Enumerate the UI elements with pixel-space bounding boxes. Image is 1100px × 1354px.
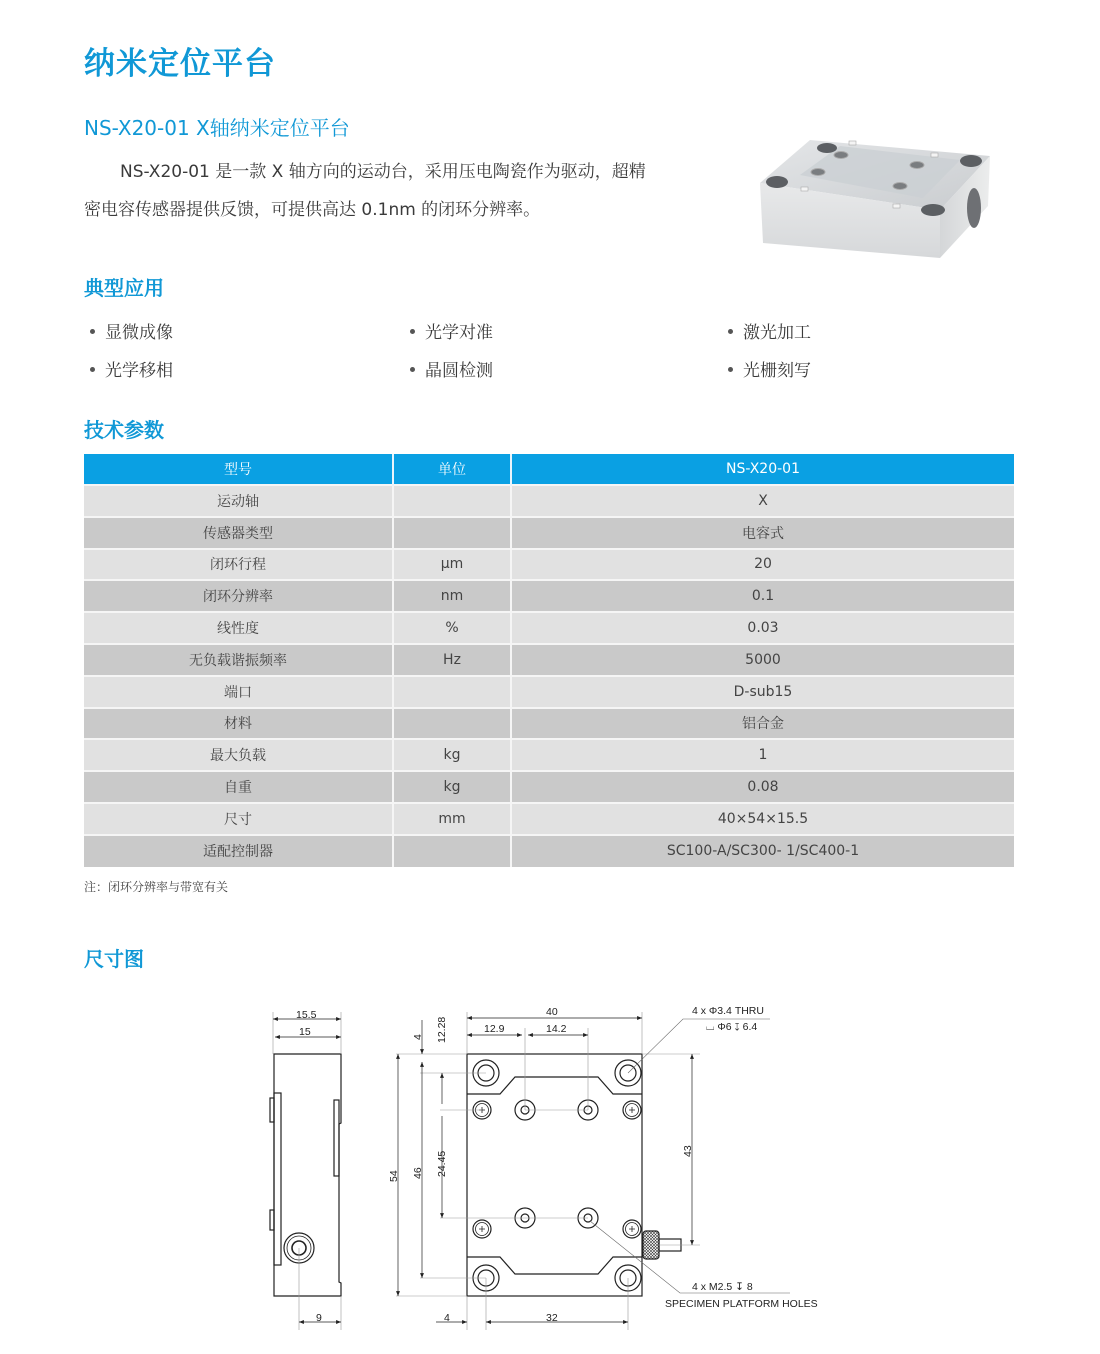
- param-value: 5000: [511, 644, 1014, 676]
- table-row: [84, 835, 1014, 867]
- application-item: 光学移相: [90, 356, 173, 381]
- dim-front-width: 40: [546, 1006, 558, 1018]
- param-name: 无负载谐振频率: [84, 644, 393, 676]
- param-unit: [393, 708, 511, 740]
- side-view: [270, 1054, 341, 1296]
- param-name: 最大负载: [84, 739, 393, 771]
- dim-height-43: 43: [682, 1145, 694, 1157]
- table-row: [84, 771, 1014, 803]
- param-unit: [393, 835, 511, 867]
- param-unit: μm: [393, 549, 511, 581]
- product-description: [84, 153, 704, 229]
- callout-specimen-label: SPECIMEN PLATFORM HOLES: [665, 1298, 818, 1310]
- application-item: 显微成像: [90, 318, 173, 343]
- param-name: 端口: [84, 676, 393, 708]
- param-unit: kg: [393, 771, 511, 803]
- param-name: 闭环分辨率: [84, 580, 393, 612]
- description-line-2: 密电容传感器提供反馈，可提供高达 0.1nm 的闭环分辨率。: [84, 200, 541, 220]
- application-item: 晶圆检测: [410, 356, 493, 381]
- dim-bottom-offset-x: 4: [444, 1312, 450, 1324]
- dim-top-offset: 4: [412, 1034, 424, 1040]
- param-value: 0.03: [511, 612, 1014, 644]
- description-line-1: NS-X20-01 是一款 X 轴方向的运动台，采用压电陶瓷作为驱动，超精: [120, 162, 646, 182]
- param-value: 电容式: [511, 517, 1014, 549]
- param-name: 传感器类型: [84, 517, 393, 549]
- dimension-drawing: [0, 990, 1100, 1354]
- dim-side-width-inner: 15: [299, 1026, 311, 1038]
- param-unit: Hz: [393, 644, 511, 676]
- param-value: 0.08: [511, 771, 1014, 803]
- table-header-row: [84, 454, 1014, 485]
- param-name: 线性度: [84, 612, 393, 644]
- param-value: 铝合金: [511, 708, 1014, 740]
- application-item: 激光加工: [728, 318, 811, 343]
- param-value: D-sub15: [511, 676, 1014, 708]
- dim-side-width-outer: 15.5: [296, 1009, 317, 1021]
- screw-cross-icons: [479, 1107, 635, 1232]
- table-row: [84, 803, 1014, 835]
- bullet-icon: [728, 329, 733, 334]
- header-model: 型号: [84, 454, 393, 485]
- dim-hole-offset-x: 12.9: [484, 1023, 505, 1035]
- param-name: 闭环行程: [84, 549, 393, 581]
- page-title: 纳米定位平台: [84, 46, 276, 82]
- specs-title: 技术参数: [84, 418, 164, 442]
- table-row: [84, 644, 1014, 676]
- param-value: X: [511, 485, 1014, 517]
- param-name: 运动轴: [84, 485, 393, 517]
- header-value: NS-X20-01: [511, 454, 1014, 485]
- table-row: [84, 708, 1014, 740]
- table-row: [84, 485, 1014, 517]
- table-row: [84, 580, 1014, 612]
- callout-counterbore: ⌴ Φ6 ↧ 6.4: [706, 1021, 758, 1033]
- param-name: 自重: [84, 771, 393, 803]
- table-row: [84, 612, 1014, 644]
- param-name: 材料: [84, 708, 393, 740]
- param-unit: kg: [393, 739, 511, 771]
- bullet-icon: [410, 329, 415, 334]
- dim-hole-spacing-y: 24.45: [436, 1150, 448, 1177]
- dim-top-offset-2: 12.28: [436, 1016, 448, 1043]
- dim-height-46: 46: [412, 1167, 424, 1179]
- dim-mount-spacing-x: 32: [546, 1312, 558, 1324]
- param-name: 尺寸: [84, 803, 393, 835]
- product-subtitle: NS-X20-01 X轴纳米定位平台: [84, 116, 350, 140]
- applications-title: 典型应用: [84, 276, 164, 300]
- callout-m25-holes: 4 x M2.5 ↧ 8: [692, 1281, 753, 1293]
- front-view: [467, 1054, 681, 1296]
- table-row: [84, 517, 1014, 549]
- spec-table: [84, 454, 1014, 867]
- bullet-icon: [410, 367, 415, 372]
- param-unit: [393, 676, 511, 708]
- param-name: 适配控制器: [84, 835, 393, 867]
- dim-hole-spacing-x: 14.2: [546, 1023, 567, 1035]
- param-unit: nm: [393, 580, 511, 612]
- application-item: 光学对准: [410, 318, 493, 343]
- bullet-icon: [90, 367, 95, 372]
- product-photo: [745, 128, 995, 263]
- param-value: 1: [511, 739, 1014, 771]
- bullet-icon: [728, 367, 733, 372]
- dim-side-connector-offset: 9: [316, 1312, 322, 1324]
- param-value: 40×54×15.5: [511, 803, 1014, 835]
- bullet-icon: [90, 329, 95, 334]
- param-value: SC100-A/SC300- 1/SC400-1: [511, 835, 1014, 867]
- table-row: [84, 549, 1014, 581]
- param-value: 20: [511, 549, 1014, 581]
- param-unit: %: [393, 612, 511, 644]
- callout-thru-holes: 4 x Φ3.4 THRU: [692, 1005, 764, 1017]
- param-value: 0.1: [511, 580, 1014, 612]
- table-row: [84, 739, 1014, 771]
- param-unit: mm: [393, 803, 511, 835]
- param-unit: [393, 517, 511, 549]
- param-unit: [393, 485, 511, 517]
- table-row: [84, 676, 1014, 708]
- spec-note: 注：闭环分辨率与带宽有关: [84, 880, 229, 894]
- application-item: 光栅刻写: [728, 356, 811, 381]
- dim-height-total: 54: [388, 1170, 400, 1182]
- header-unit: 单位: [393, 454, 511, 485]
- dimensions-title: 尺寸图: [84, 947, 144, 971]
